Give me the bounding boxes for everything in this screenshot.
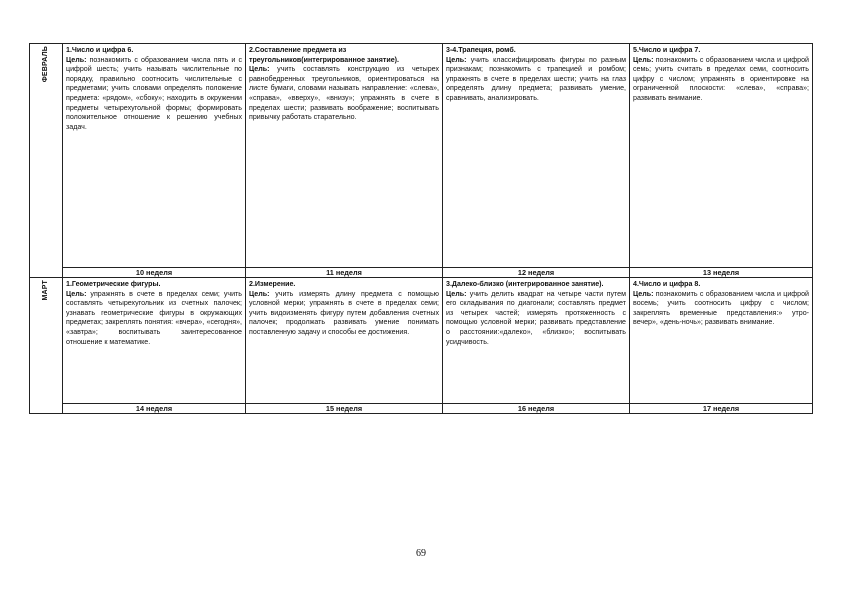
page-number: 69 [416,548,426,559]
lesson-title: 2.Составление предмета из треугольников(интегрированное занятие). [249,46,399,64]
lesson-cell [63,278,246,404]
week-label: 17 неделя [630,404,813,414]
lesson-description [446,56,626,104]
lesson-title: 5.Число и цифра 7. [633,46,701,54]
lesson-description [446,290,626,348]
week-row [30,268,813,278]
lesson-cell [63,44,246,268]
goal-label: Цель: [633,289,654,298]
goal-label: Цель: [249,65,270,74]
week-label: 11 неделя [246,268,443,278]
week-label: 15 неделя [246,404,443,414]
lesson-cell [246,278,443,404]
goal-label: Цель: [66,289,87,298]
lesson-description [66,290,242,348]
month-label-cell [30,278,63,414]
lesson-title: 4.Число и цифра 8. [633,280,701,288]
goal-label: Цель: [633,55,654,64]
lesson-description [249,65,439,123]
lesson-title: 3-4.Трапеция, ромб. [446,46,516,54]
month-row [30,278,813,404]
goal-text: учить составлять конструкцию из четырех равнобедренных треугольников, ориентироваться на листе бумаги, словами называть направление: «слева», «справа», «вверху», «внизу»; упражнять в счете в пределах шести; развивать воображение; воспитывать привычку работать старательно. [249,65,439,122]
month-row [30,44,813,268]
goal-text: познакомить с образованием числа пять и с цифрой шесть; учить называть числительные по порядку, правильно соотносить числительные с предметами; учить словами определять положение предмета: «рядом», «сбоку»; находить в окружении предметы четырехугольной формы; формировать положительное отношение к решению учебных задач. [66,55,242,131]
week-label: 12 неделя [443,268,630,278]
week-label: 16 неделя [443,404,630,414]
lesson-cell [246,44,443,268]
lesson-title: 3.Далеко-близко (интегрированное занятие). [446,280,604,288]
goal-text: познакомить с образованием числа и цифрой восемь; учить соотносить цифру с числом; закреплять временные представления:» утро-вечер», «день-ночь»; развивать внимание. [633,289,809,327]
week-row [30,404,813,414]
goal-text: упражнять в счете в пределах семи; учить составлять четырехугольник из счетных палочек; узнавать геометрические фигуры в окружающих предметах; закреплять понятия: «вчера», «сегодня», «завтра»; воспитывать заинтересованное отношение к математике. [66,289,242,346]
lesson-cell [630,44,813,268]
lesson-description [633,290,809,328]
lesson-description [633,56,809,104]
month-label: ФЕВРАЛЬ [42,46,50,83]
goal-text: учить делить квадрат на четыре части путем его складывания по диагонали; составлять предмет из четырех частей; измерять протяженность с помощью условной мерки; развивать представление о расстоянии:«далеко», «близко»; воспитывать усидчивость. [446,289,626,346]
lesson-cell [443,44,630,268]
lesson-description [66,56,242,133]
goal-label: Цель: [66,55,87,64]
week-label: 10 неделя [63,268,246,278]
goal-label: Цель: [446,55,467,64]
goal-label: Цель: [446,289,467,298]
lesson-title: 1.Число и цифра 6. [66,46,134,54]
lesson-title: 1.Геометрические фигуры. [66,280,161,288]
lesson-title: 2.Измерение. [249,280,296,288]
lesson-description [249,290,439,338]
week-label: 14 неделя [63,404,246,414]
goal-label: Цель: [249,289,270,298]
goal-text: учить классифицировать фигуры по разным признакам; познакомить с трапецией и ромбом; упражнять в счете в пределах шести; учить на глаз определять длину предмета; развивать умение, сравнивать, анализировать. [446,55,626,102]
lesson-plan-table [29,43,813,414]
goal-text: учить измерять длину предмета с помощью условной мерки; упражнять в счете в пределах семи; учить видоизменять фигуру путем добавления счетных палочек; продолжать развивать умение понимать поставленную задачу и способы ее достижения. [249,289,439,336]
month-label-cell [30,44,63,278]
month-label: МАРТ [42,280,50,301]
goal-text: познакомить с образованием числа и цифрой семь; учить считать в пределах семи, соотносить цифру с числом; упражнять в ориентировке на ограниченной плоскости: «слева», «справа»; развивать внимание. [633,55,809,102]
lesson-cell [443,278,630,404]
week-label: 13 неделя [630,268,813,278]
lesson-cell [630,278,813,404]
